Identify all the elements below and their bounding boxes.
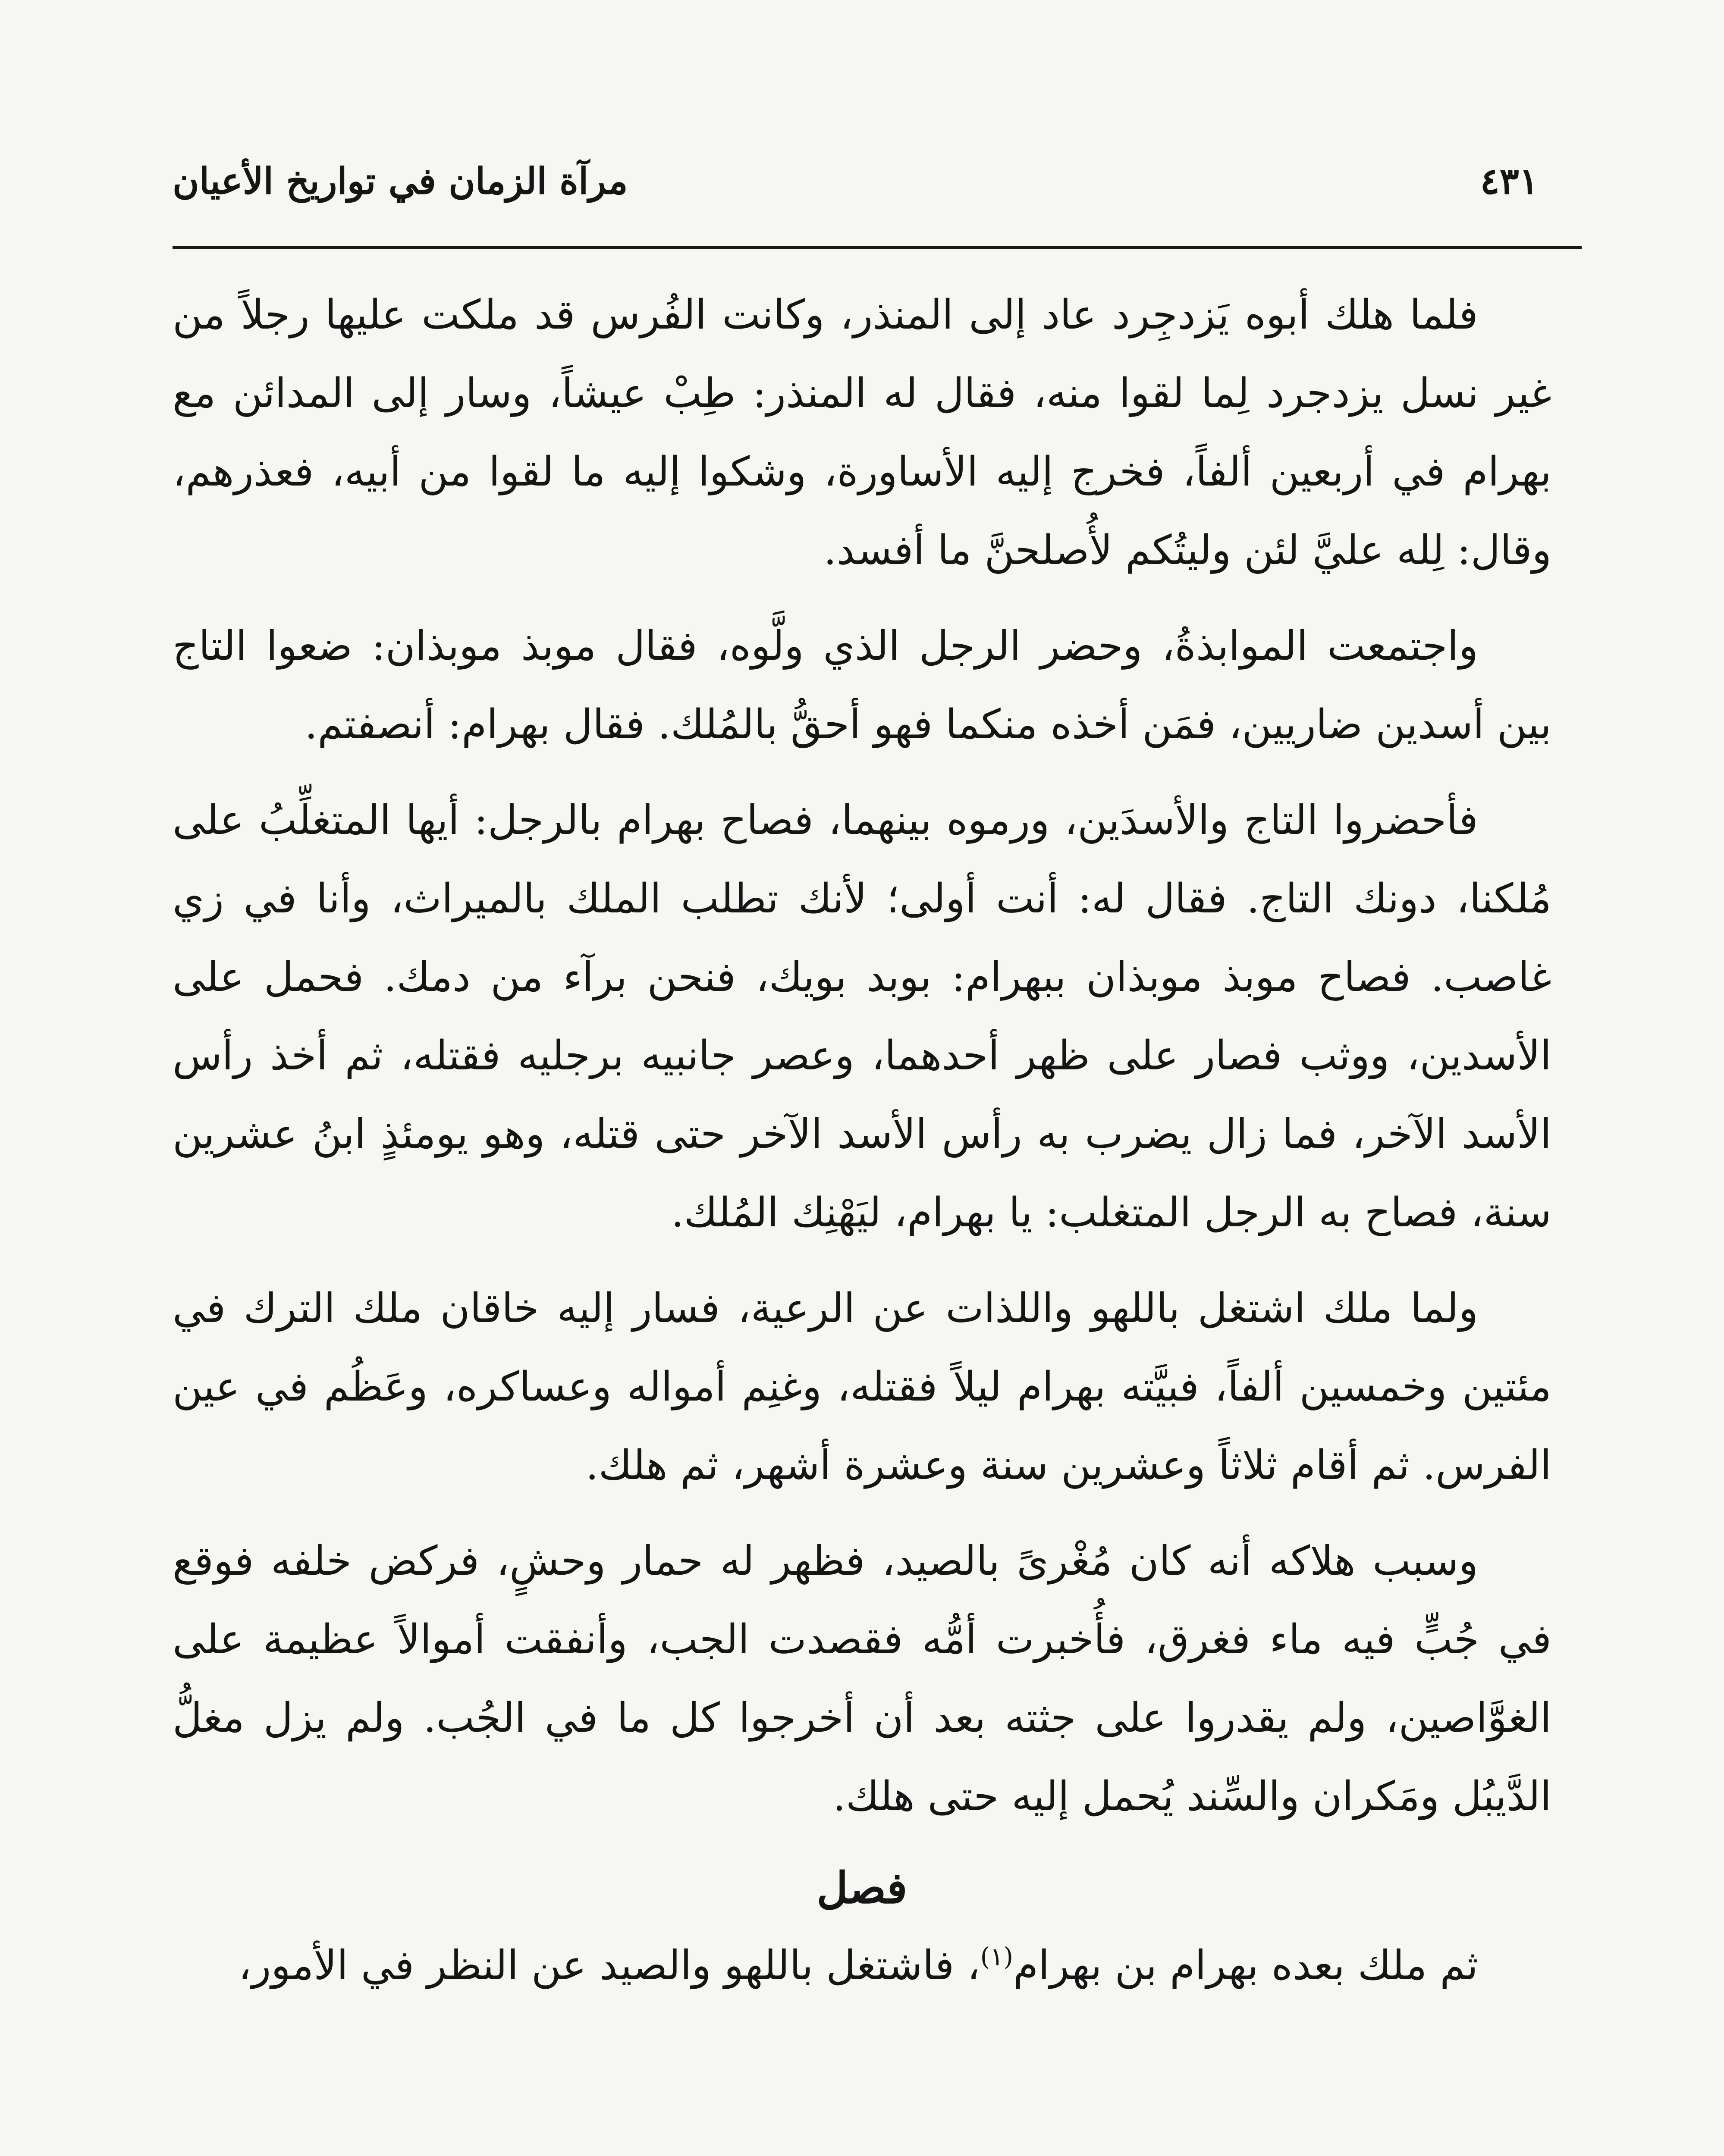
header-divider	[173, 246, 1582, 249]
paragraph-3: فأحضروا التاج والأسدَين، ورموه بينهما، فصاح بهرام بالرجل: أيها المتغلِّبُ على مُلكنا، دونك التاج. فقال له: أنت أولى؛ لأنك تطلب الملك بالميراث، وأنا في زي غاصب. فصاح موبذ موبذان ببهرام: بوبد بويك، فنحن برآء من دمك. فحمل على الأسدين، ووثب فصار على ظهر أحدهما، وعصر جانبيه برجليه فقتله، ثم أخذ رأس الأسد الآخر، فما زال يضرب به رأس الأسد الآخر حتى قتله، وهو يومئذٍ ابنُ عشرين سنة، فصاح به الرجل المتغلب: يا بهرام، ليَهْنِك المُلك.	[173, 797, 1551, 1236]
section-heading: فصل	[816, 1862, 908, 1913]
paragraph-6	[173, 1927, 1551, 2005]
paragraph-6-end: ، فاشتغل باللهو والصيد عن النظر في الأمور،	[238, 1942, 980, 1989]
paragraph-5: وسبب هلاكه أنه كان مُغْرىً بالصيد، فظهر له حمار وحشٍ، فركض خلفه فوقع في جُبٍّ فيه ماء فغرق، فأُخبرت أمُّه فقصدت الجب، وأنفقت أموالاً عظيمة على الغوَّاصين، ولم يقدروا على جثته بعد أن أخرجوا كل ما في الجُب. ولم يزل مغلُّ الدَّيبُل ومَكران والسِّند يُحمل إليه حتى هلك.	[173, 1538, 1551, 1820]
footnote-reference: (١)	[980, 1942, 1014, 1971]
paragraph-2: واجتمعت الموابذةُ، وحضر الرجل الذي ولَّوه، فقال موبذ موبذان: ضعوا التاج بين أسدين ضاريين، فمَن أخذه منكما فهو أحقُّ بالمُلك. فقال بهرام: أنصفتم.	[173, 623, 1551, 748]
paragraph-4: ولما ملك اشتغل باللهو واللذات عن الرعية، فسار إليه خاقان ملك الترك في مئتين وخمسين ألفاً، فبيَّته بهرام ليلاً فقتله، وغنِم أمواله وعساكره، وعَظُم في عين الفرس. ثم أقام ثلاثاً وعشرين سنة وعشرة أشهر، ثم هلك.	[173, 1285, 1551, 1489]
main-text	[173, 276, 1551, 2022]
page-number: ٤٣١	[1480, 160, 1539, 202]
running-title: مرآة الزمان في تواريخ الأعيان	[173, 160, 628, 202]
paragraph-6-start: ثم ملك بعده بهرام بن بهرام	[1013, 1942, 1478, 1989]
page-header	[173, 142, 1539, 229]
paragraph-1: فلما هلك أبوه يَزدجِرد عاد إلى المنذر، وكانت الفُرس قد ملكت عليها رجلاً من غير نسل يزدجرد لِما لقوا منه، فقال له المنذر: طِبْ عيشاً، وسار إلى المدائن مع بهرام في أربعين ألفاً، فخرج إليه الأساورة، وشكوا إليه ما لقوا من أبيه، فعذرهم، وقال: لِله عليَّ لئن وليتُكم لأُصلحنَّ ما أفسد.	[173, 291, 1551, 574]
